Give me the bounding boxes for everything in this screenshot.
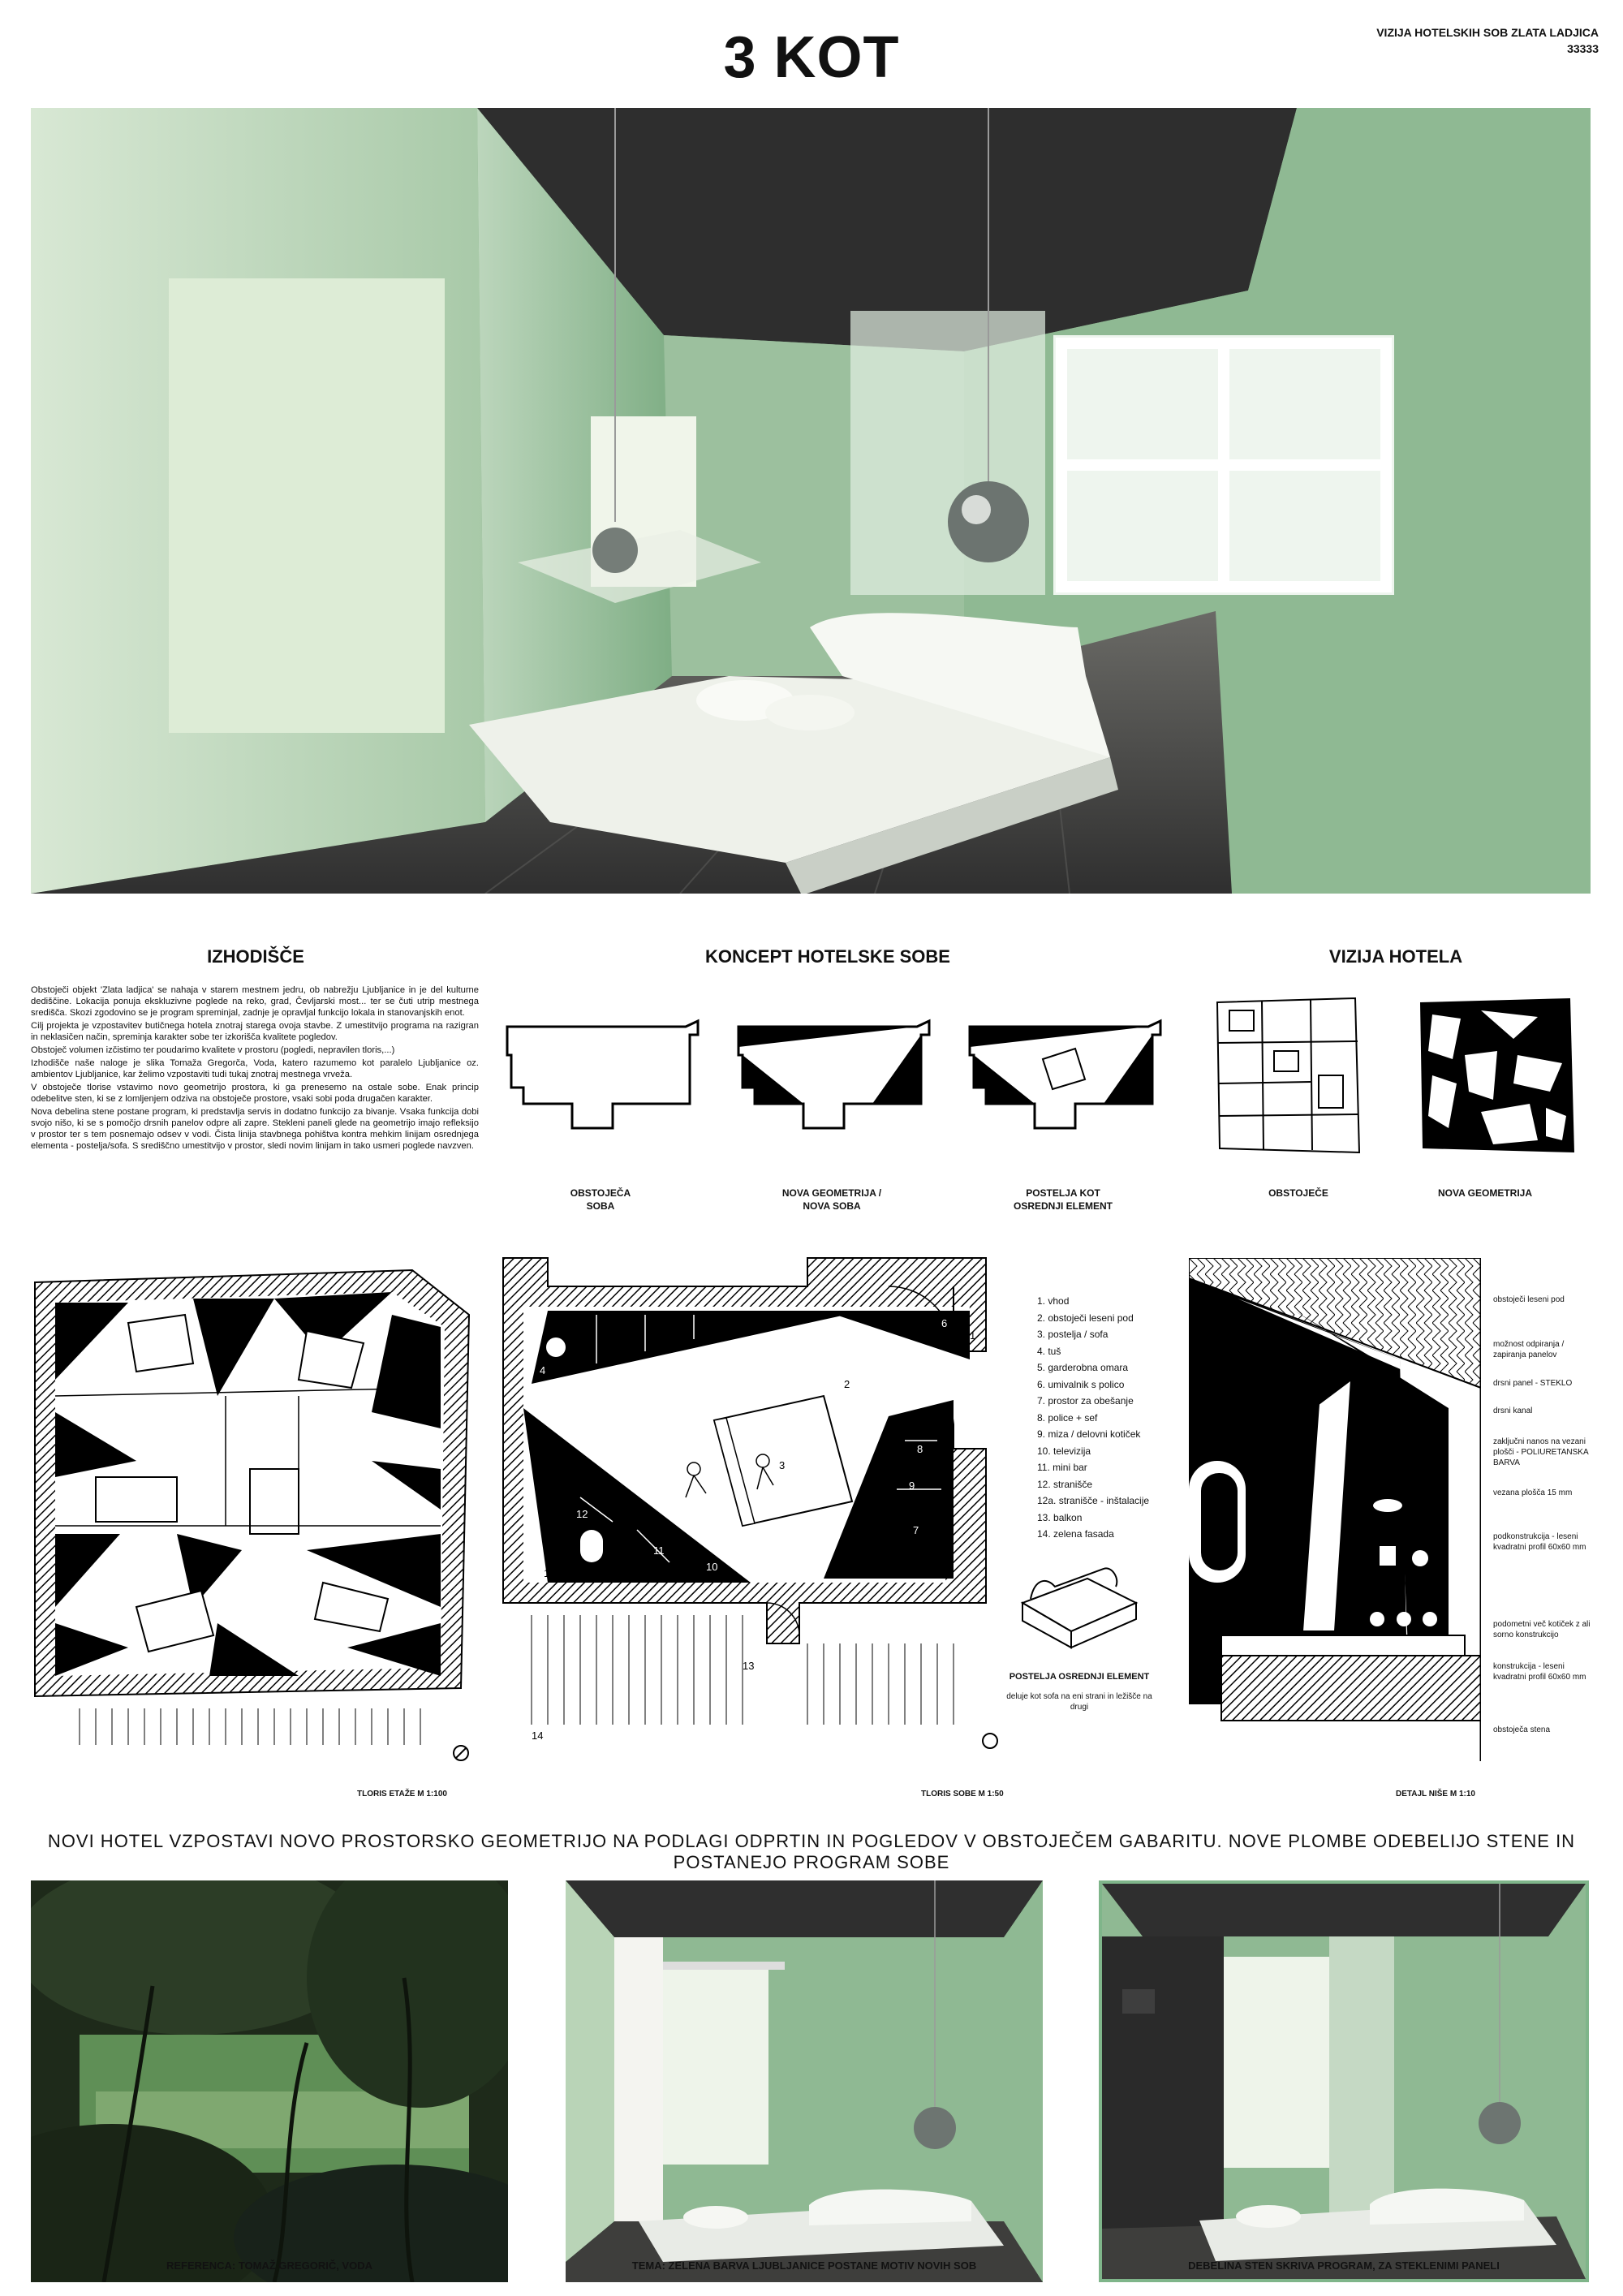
plan-num-1: 1 [970,1329,976,1342]
project-label [1376,24,1599,57]
room-plan-drawing [499,1254,1002,1773]
detail-note: možnost odpiranja / zapiranja panelov [1493,1340,1565,1359]
concept-diagram-svg [499,1014,1165,1152]
page-title: 3 KOT [723,25,900,90]
paragraph: Obstoječ volumen izčistimo ter poudarimo kvalitete v prostoru (pogledi, nepravilen tloris,...) [31,1045,395,1055]
legend-item: 8. police + sef [1037,1411,1098,1424]
paragraph: Cilj projekta je vzpostavitev butičnega hotela znotraj starega ovoja stavbe. Z umestitvijo programa na razigran in neklasičen način, spreminja karakter sobe ter izkorišča kvalitete pogledov. [31,1021,479,1042]
legend-item: 11. mini bar [1037,1462,1087,1473]
vision-label-existing: OBSTOJEČE [1268,1187,1328,1199]
render-room-2 [1102,1884,1586,2279]
floor-plan-scale: TLORIS ETAŽE M 1:100 [357,1790,447,1798]
concept-new-geometry [738,1021,929,1128]
hero-render [31,108,1591,894]
forest-water-image [31,1880,508,2282]
plan-num-6: 6 [941,1317,948,1329]
photo-render-room-green [566,1880,1043,2282]
hotel-vision-diagrams [1213,994,1586,1157]
bed-caption [998,1672,1160,1712]
plan-num-9: 9 [909,1480,915,1492]
vision-diagram-svg [1213,994,1586,1157]
detail-note: podometni več kotiček z ali sorno konstrukcijo [1493,1620,1591,1639]
photo-reference-painting [31,1880,508,2282]
plan-num-10: 10 [706,1561,718,1573]
caption-program: DEBELINA STEN SKRIVA PROGRAM, ZA STEKLENIMI PANELI [1188,2259,1500,2272]
bed-element-drawing [1014,1562,1144,1660]
legend-item: 7. prostor za obešanje [1037,1395,1134,1406]
detail-note: zaključni nanos na vezani plošči - POLIURETANSKA BARVA [1493,1437,1589,1467]
caption-theme: TEMA: ZELENA BARVA LJUBLJANICE POSTANE MOTIV NOVIH SOB [631,2259,977,2272]
legend-item: 2. obstoječi leseni pod [1037,1312,1134,1324]
section-heading-vizija: VIZIJA HOTELA [1328,946,1463,967]
niche-detail [1189,1258,1481,1761]
plan-num-12a: 12a [544,1567,562,1579]
render-room-1 [566,1880,1043,2282]
plan-num-13: 13 [743,1660,755,1672]
detail-note: drsni panel - STEKLO [1493,1379,1573,1388]
room-legend [1037,1293,1183,1543]
plan-num-7: 7 [913,1524,919,1536]
concept-bed-central [970,1021,1160,1128]
paragraph: Obstoječi objekt 'Zlata ladjica' se nahaja v starem mestnem jedru, ob nabrežju Ljubljanice in je del kulturne dediščine. Lokacija ponuja ekskluzivne poglede na reko, grad, Čevljarski most... ter se čuti utrip mestnega središča. Skozi zgodovino se je program spreminjal, zadnje je opravljal funkcijo lokala in stanovanjskih enot. [31,985,479,1018]
section-heading-koncept: KONCEPT HOTELSKE SOBE [705,946,950,967]
photo-render-room-niche [1099,1880,1589,2282]
bed-caption-text: deluje kot sofa na eni strani in ležišče na drugi [1006,1692,1152,1712]
detail-note: drsni kanal [1493,1406,1533,1415]
room-plan [499,1254,1002,1773]
concept-label-new: NOVA GEOMETRIJA / NOVA SOBA [781,1187,882,1212]
statement-banner: NOVI HOTEL VZPOSTAVI NOVO PROSTORSKO GEOMETRIJO NA PODLAGI ODPRTIN IN POGLEDOV V OBSTOJEČEM GABARITU. NOVE PLOMBE ODEBELIJO STENE IN POSTANEJO PROGRAM SOBE [47,1831,1576,1872]
plan-num-14: 14 [532,1730,544,1742]
paragraph: Nova debelina stene postane program, ki predstavlja servis in dodatno funkcijo za bivanje. Vsaka funkcija dobi svojo nišo, ki se s pomočjo drsnih panelov odpre ali zapre. Stekleni paneli glede na geometrijo imajo refleksijo v prostor ter s tem posnemajo odsev v vodi. Čista linija stavbnega pohištva kontra mehkim linijam osrednjega elementa - postelja/sofa. S središčno umestitvijo v prostor, sledi novim linijam in tako usmeri poglede navzven. [31,1107,479,1151]
room-plan-scale: TLORIS SOBE M 1:50 [921,1790,1004,1798]
legend-item: 14. zelena fasada [1037,1528,1114,1540]
detail-note: vezana plošča 15 mm [1493,1488,1573,1497]
izhodisce-text [31,984,479,1152]
legend-item: 12a. stranišče - inštalacije [1037,1495,1150,1506]
project-name: VIZIJA HOTELSKIH SOB ZLATA LADJICA [1376,26,1599,39]
legend-item: 5. garderobna omara [1037,1362,1129,1373]
bed-axonometric [1014,1562,1144,1660]
vision-existing [1217,998,1359,1152]
plan-num-12: 12 [576,1508,588,1520]
plan-num-11: 11 [653,1544,665,1557]
detail-note: obstoječi leseni pod [1493,1295,1565,1304]
niche-detail-drawing [1189,1258,1481,1761]
legend-item: 9. miza / delovni kotiček [1037,1428,1141,1440]
legend-item: 3. postelja / sofa [1037,1329,1109,1340]
plan-num-3: 3 [779,1459,786,1471]
paragraph: V obstoječe tlorise vstavimo novo geometrijo prostora, ki ga prenesemo na ostale sobe. Enak princip odebelitve sten, ki se z lomljenjem odziva na obstoječe prostore, vsaki sobi poda drugačen karakter. [31,1083,479,1104]
concept-existing-room [507,1021,698,1128]
concept-label-existing: OBSTOJEČA SOBA [570,1187,631,1212]
legend-item: 10. televizija [1037,1445,1091,1457]
detail-note: konstrukcija - leseni kvadratni profil 60x60 mm [1493,1662,1586,1682]
plan-num-4: 4 [540,1364,546,1376]
legend-item: 12. straniščе [1037,1478,1093,1490]
hotel-room-render [31,108,1591,894]
project-code: 33333 [1567,42,1599,55]
vision-new-geometry [1420,998,1574,1152]
detail-note: podkonstrukcija - leseni kvadratni profil 60x60 mm [1493,1532,1586,1552]
plan-num-5: 5 [641,1358,648,1370]
plan-num-8: 8 [917,1443,923,1455]
floor-plan-drawing [31,1266,485,1769]
legend-item: 4. tuš [1037,1345,1061,1357]
floor-plan [31,1266,485,1769]
room-concept-diagrams [499,1014,1165,1152]
section-heading-izhodisce: IZHODIŠČE [207,946,304,967]
concept-label-bed: POSTELJA KOT OSREDNJI ELEMENT [1013,1187,1113,1212]
detail-scale: DETAJL NIŠE M 1:10 [1396,1790,1475,1798]
vision-label-new: NOVA GEOMETRIJA [1437,1187,1532,1199]
plan-num-2: 2 [844,1378,850,1390]
legend-item: 6. umivalnik s polico [1037,1378,1125,1390]
detail-note: obstoječa stena [1493,1725,1551,1734]
bed-caption-title: POSTELJA OSREDNJI ELEMENT [1009,1672,1150,1682]
paragraph: Izhodišče naše naloge je slika Tomaža Gregorča, Voda, katero razumemo kot paralelo Ljubljanice oz. ambientov Ljubljanice, kar želimo vzpostaviti tudi tukaj znotraj mestnega vrveža. [31,1058,479,1079]
legend-item: 13. balkon [1037,1511,1083,1523]
caption-reference: REFERENCA: TOMAŽ GREGORIČ, VODA [166,2259,372,2272]
legend-item: 1. vhod [1037,1295,1070,1307]
